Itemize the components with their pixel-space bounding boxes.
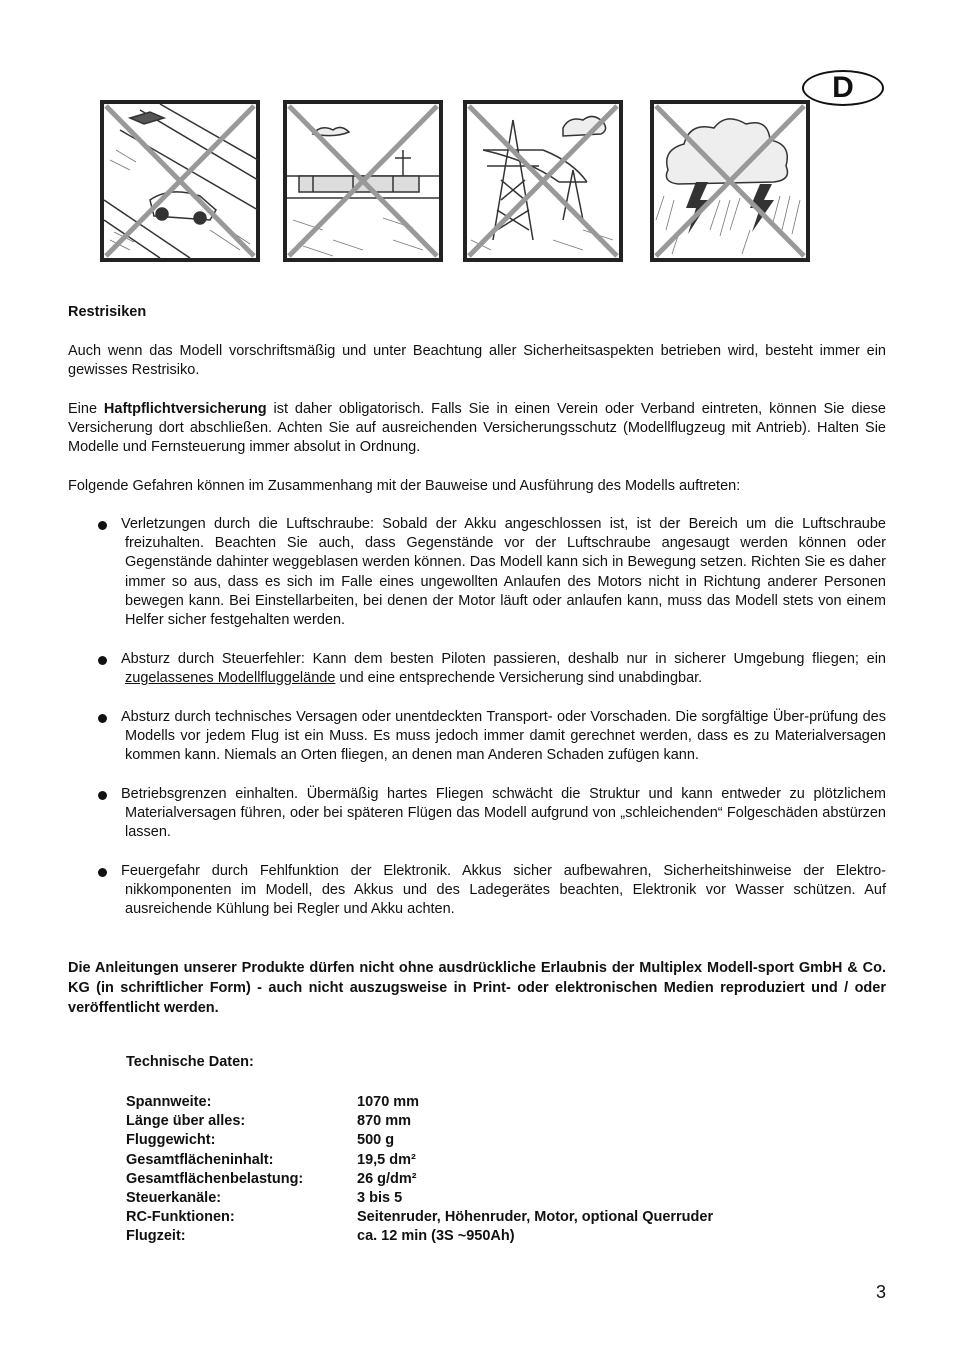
bullet-icon xyxy=(98,656,107,665)
bullet-icon xyxy=(98,521,107,530)
section-heading: Restrisiken xyxy=(68,304,147,320)
language-badge: D xyxy=(802,70,884,106)
tech-row: Gesamtflächenbelastung: 26 g/dm² xyxy=(126,1170,417,1187)
bullet-icon xyxy=(98,791,107,800)
tech-row: Länge über alles: 870 mm xyxy=(126,1113,412,1130)
insurance-term: Haftpflichtversicherung xyxy=(103,401,267,417)
tech-row: RC-Funktionen: Seitenruder, Höhenruder, Motor, optional Querruder xyxy=(126,1209,714,1226)
hazard-item-fire: Feuergefahr durch Fehlfunktion der Elektronik. Akkus sicher aufbewahren, Sicherheitshinweise der Elektro-nikkomponenten im Modell, des Akkus und des Ladegerätes beachten, Elektronik vor Wasser schützen. Auf ausreichende Kühlung bei Regler und Akku achten. xyxy=(96,862,886,920)
tech-row: Flugzeit: ca. 12 min (3S ~950Ah) xyxy=(126,1228,515,1245)
tech-row: Spannweite: 1070 mm xyxy=(126,1094,420,1110)
hazard-item-technical-failure: Absturz durch technisches Versagen oder unentdeckten Transport- oder Vorschaden. Die sorgfältige Über-prüfung des Modells vor jedem Flug ist ein Muss. Es muss jedoch immer damit gerechnet werden, dass es zu Materialversagen kommen kann. Niemals an Orten fliegen, an denen man Anderen Schaden zufügen kann. xyxy=(96,708,886,766)
paragraph-residual-risk: Auch wenn das Modell vorschriftsmäßig und unter Beachtung aller Sicherheitsaspekten betrieben wird, besteht immer ein gewisses Restrisiko. xyxy=(68,343,886,379)
airfield-link: zugelassenes Modellfluggelände xyxy=(125,670,336,687)
no-flying-near-power-lines-icon xyxy=(463,100,623,262)
no-flying-near-roads-icon xyxy=(100,100,260,262)
tech-row: Fluggewicht: 500 g xyxy=(126,1132,395,1149)
paragraph-hazards-intro: Folgende Gefahren können im Zusammenhang mit der Bauweise und Ausführung des Modells auftreten: xyxy=(68,478,741,494)
hazard-item-operating-limits: Betriebsgrenzen einhalten. Übermäßig hartes Fliegen schwächt die Struktur und kann entweder zu plötzlichem Materialversagen führen, oder bei späteren Flügen das Modell aufgrund von „schleichenden“ Folgeschäden abstürzen lassen. xyxy=(96,785,886,843)
paragraph-insurance: Eine Haftpflichtversicherung ist daher obligatorisch. Falls Sie in einen Verein oder Verband eintreten, können Sie diese Versicherung dort abschließen. Achten Sie auf ausreichenden Versicherungsschutz (Modellflugzeug mit Antrieb). Halten Sie Modelle und Fernsteuerung immer absolut in Ordnung. xyxy=(68,401,887,456)
bullet-icon xyxy=(98,868,107,877)
page-number: 3 xyxy=(876,1282,887,1302)
tech-row: Gesamtflächeninhalt: 19,5 dm² xyxy=(126,1151,416,1168)
hazard-item-control-error: Absturz durch Steuerfehler: Kann dem besten Piloten passieren, deshalb nur in sicherer Umgebung fliegen; ein zugelassenes Modellfluggelände und eine entsprechende Versicherung sind unabdingbar. xyxy=(96,650,886,688)
tech-data-title: Technische Daten: xyxy=(126,1054,254,1070)
tech-data-table xyxy=(126,1093,713,1247)
tech-row: Steuerkanäle: 3 bis 5 xyxy=(126,1190,403,1207)
no-flying-in-thunderstorms-icon xyxy=(650,100,810,262)
copyright-notice: Die Anleitungen unserer Produkte dürfen nicht ohne ausdrückliche Erlaubnis der Multiplex Modell-sport GmbH & Co. KG (in schriftlicher Form) - auch nicht auszugsweise in Print- oder elektronischen Medien reproduziert und / oder veröffentlicht werden. xyxy=(68,960,886,1016)
no-flying-near-railways-icon xyxy=(283,100,443,262)
hazard-item-propeller: Verletzungen durch die Luftschraube: Sobald der Akku angeschlossen ist, ist der Bereich um die Luftschraube freizuhalten. Beachten Sie auch, dass Gegenstände vor der Luftschraube angesaugt werden können oder Gegenstände dahinter weggeblasen werden können. Das Modell kann sich in Bewegung setzen. Richten Sie es daher immer so aus, dass es sich im Falle eines ungewollten Anlaufen des Motors nicht in Richtung anderer Personen bewegen kann. Bei Einstellarbeiten, bei denen der Motor läuft oder anlaufen kann, muss das Modell stets von einem Helfer sicher festgehalten werden. xyxy=(96,515,886,630)
bullet-icon xyxy=(98,714,107,723)
